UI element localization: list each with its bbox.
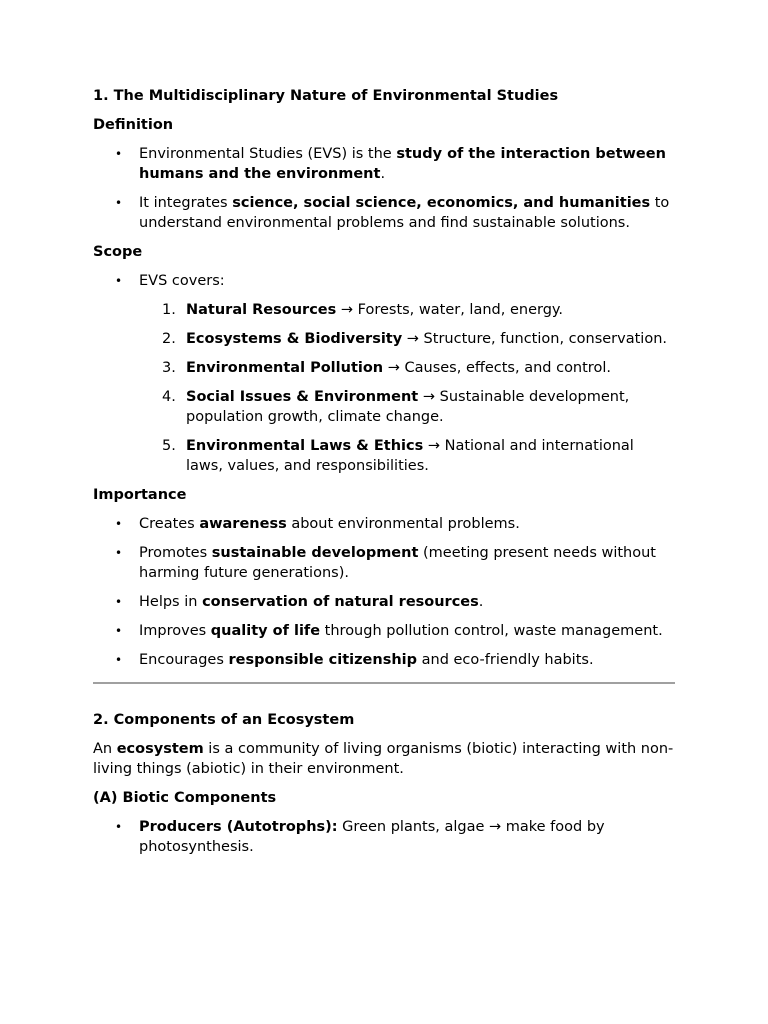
list-item: • Encourages responsible citizenship and eco-friendly habits. xyxy=(115,652,594,668)
definition-heading: Definition xyxy=(93,117,174,133)
scope-list xyxy=(93,271,675,476)
scope-numbered-list xyxy=(139,300,675,476)
biotic-heading: (A) Biotic Components xyxy=(93,790,277,806)
list-item: • Producers (Autotrophs): Green plants, algae → make food by photosynthesis. xyxy=(115,819,605,855)
section2-title: 2. Components of an Ecosystem xyxy=(93,712,355,728)
numbered-item: 1. Natural Resources → Forests, water, land, energy. xyxy=(162,302,564,318)
list-item: • Promotes sustainable development (meeting present needs without harming future generations). xyxy=(115,545,656,581)
list-item: • EVS covers: 1. Natural Resources → Forests, water, land, energy. 2. Ecosystems & Biodiversity → Structure, function, conservation. 3. Environmental Pollution → Causes, effects, and control. 4. Social Issues & Environment → Sustainable development, population growth, climate change. 5. Environmental Laws & Ethics → National and international laws, values, and responsibilities. xyxy=(139,271,675,476)
bullet-icon: • xyxy=(115,517,123,531)
numbered-item: 2. Ecosystems & Biodiversity → Structure, function, conservation. xyxy=(162,331,667,347)
list-item: • Creates awareness about environmental problems. xyxy=(115,516,520,532)
importance-heading: Importance xyxy=(93,487,187,503)
list-item: • It integrates science, social science, economics, and humanities to understand environmental problems and find sustainable solutions. xyxy=(115,195,670,231)
bullet-icon: • xyxy=(115,274,123,288)
bullet-icon: • xyxy=(115,820,123,834)
bullet-icon: • xyxy=(115,546,123,560)
bullet-icon: • xyxy=(115,653,123,667)
bullet-icon: • xyxy=(115,147,123,161)
biotic-list xyxy=(93,817,675,857)
scope-heading: Scope xyxy=(93,244,143,260)
ecosystem-intro: An ecosystem is a community of living organisms (biotic) interacting with non-living things (abiotic) in their environment. xyxy=(93,741,674,777)
numbered-item: 4. Social Issues & Environment → Sustainable development, population growth, climate change. xyxy=(162,389,630,425)
list-item: • Environmental Studies (EVS) is the study of the interaction between humans and the environment. xyxy=(115,146,666,182)
document-content xyxy=(93,86,675,866)
bullet-icon: • xyxy=(115,196,123,210)
bullet-icon: • xyxy=(115,595,123,609)
section-divider xyxy=(93,682,675,684)
section1-title: 1. The Multidisciplinary Nature of Environmental Studies xyxy=(93,88,559,104)
list-item: • Improves quality of life through pollution control, waste management. xyxy=(115,623,663,639)
bullet-icon: • xyxy=(115,624,123,638)
numbered-item: 5. Environmental Laws & Ethics → National and international laws, values, and responsibilities. xyxy=(162,438,634,474)
definition-list xyxy=(93,144,675,233)
numbered-item: 3. Environmental Pollution → Causes, effects, and control. xyxy=(162,360,611,376)
importance-list xyxy=(93,514,675,670)
list-item: • Helps in conservation of natural resources. xyxy=(115,594,484,610)
